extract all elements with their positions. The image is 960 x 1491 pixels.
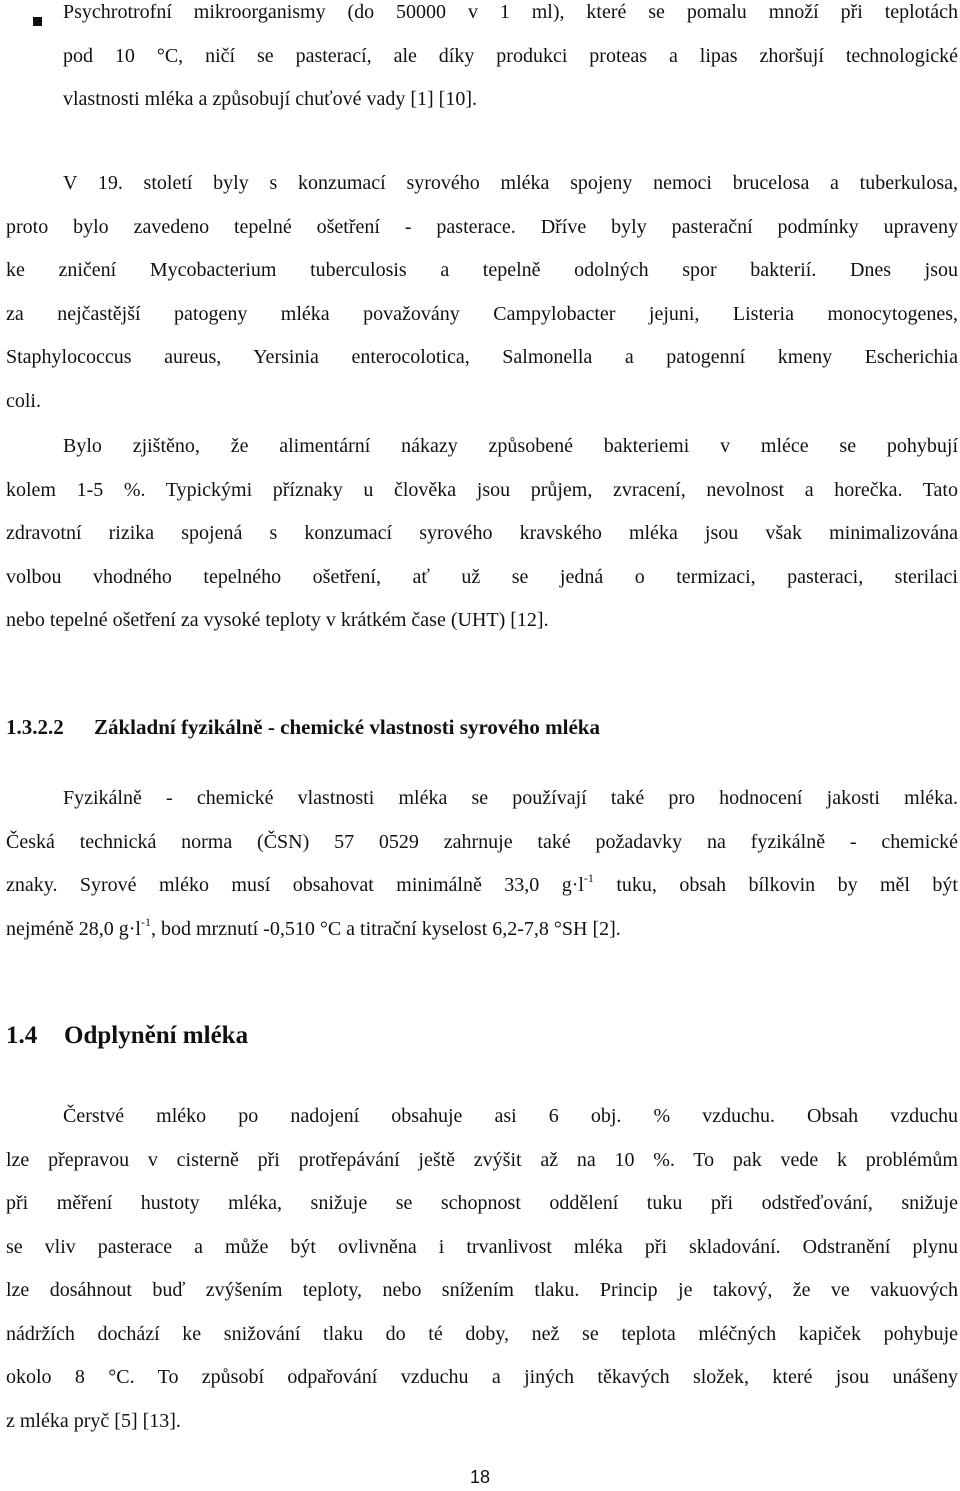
text-line: [6, 864, 958, 908]
paragraph: [6, 777, 958, 951]
text-line: lze dosáhnout buď zvýšením teploty, nebo snížením tlaku. Princip je takový, že ve vakuových: [6, 1279, 958, 1301]
bullet-marker: [33, 17, 42, 26]
text-line: kolem 1-5 %. Typickými příznaky u člověka jsou průjem, zvracení, nevolnost a horečka. Tato: [6, 478, 958, 501]
text-line: vlastnosti mléka a způsobují chuťové vady [1] [10].: [63, 88, 478, 110]
paragraph: [6, 425, 958, 643]
text-line: volbou vhodného tepelného ošetření, ať už se jedná o termizaci, pasteraci, sterilaci: [6, 565, 958, 588]
text-line: se vliv pasterace a může být ovlivněna i trvanlivost mléka při skladování. Odstranění plynu: [6, 1235, 958, 1258]
text-line: nebo tepelné ošetření za vysoké teploty v krátkém čase (UHT) [12].: [6, 609, 549, 631]
superscript: -1: [140, 914, 151, 929]
superscript: -1: [583, 871, 594, 885]
heading-number: 1.3.2.2: [6, 715, 64, 739]
text-run: tuku, obsah bílkovin by měl být: [593, 874, 958, 896]
text-run: znaky. Syrové mléko musí obsahovat minimálně 33,0 g·l: [6, 874, 584, 896]
text-line: nádržích dochází ke snižování tlaku do té doby, než se teplota mléčných kapiček pohybuje: [6, 1322, 958, 1345]
text-line: lze přepravou v cisterně při protřepávání ještě zvýšit až na 10 %. To pak vede k problémům: [6, 1148, 958, 1171]
bullet-paragraph: [6, 0, 958, 122]
text-line: Čerstvé mléko po nadojení obsahuje asi 6 obj. % vzduchu. Obsah vzduchu: [63, 1105, 958, 1127]
section-heading: [6, 715, 600, 740]
text-line: [6, 908, 958, 952]
heading-title: Základní fyzikálně - chemické vlastnosti syrového mléka: [94, 715, 600, 739]
paragraph: [6, 162, 958, 423]
text-line: proto bylo zavedeno tepelné ošetření - pasterace. Dříve byly pasterační podmínky upraveny: [6, 215, 958, 238]
heading-number: 1.4: [6, 1022, 38, 1049]
text-line: pod 10 °C, ničí se pasterací, ale díky produkci proteas a lipas zhoršují technologické: [63, 44, 958, 67]
text-line: Česká technická norma (ČSN) 57 0529 zahrnuje také požadavky na fyzikálně - chemické: [6, 830, 958, 853]
text-line: okolo 8 °C. To způsobí odpařování vzduchu a jiných těkavých složek, které jsou unášeny: [6, 1366, 958, 1388]
text-line: Fyzikálně - chemické vlastnosti mléka se používají také pro hodnocení jakosti mléka.: [63, 787, 958, 809]
text-run: nejméně 28,0 g·l: [6, 917, 141, 940]
text-line: při měření hustoty mléka, snižuje se schopnost oddělení tuku při odstřeďování, snižuje: [6, 1192, 958, 1214]
text-run: , bod mrznutí -0,510 °C a titrační kyselost 6,2-7,8 °SH [2].: [150, 917, 621, 940]
text-line: Staphylococcus aureus, Yersinia enterocolotica, Salmonella a patogenní kmeny Escherichia: [6, 346, 958, 368]
text-line: V 19. století byly s konzumací syrového mléka spojeny nemoci brucelosa a tuberkulosa,: [63, 172, 958, 194]
page-number: 18: [469, 1467, 491, 1487]
text-line: coli.: [6, 389, 41, 412]
heading-title: Odplynění mléka: [64, 1022, 249, 1049]
text-line: za nejčastější patogeny mléka považovány Campylobacter jejuni, Listeria monocytogenes,: [6, 302, 958, 325]
text-line: ke zničení Mycobacterium tuberculosis a tepelně odolných spor bakterií. Dnes jsou: [6, 259, 958, 281]
text-line: Psychrotrofní mikroorganismy (do 50000 v 1 ml), které se pomalu množí při teplotách: [63, 1, 958, 23]
text-line: Bylo zjištěno, že alimentární nákazy způsobené bakteriemi v mléce se pohybují: [63, 435, 958, 457]
text-line: zdravotní rizika spojená s konzumací syrového kravského mléka jsou však minimalizována: [6, 522, 958, 544]
paragraph: [6, 1095, 958, 1443]
chapter-heading: [6, 1022, 248, 1050]
text-line: z mléka pryč [5] [13].: [6, 1409, 181, 1432]
